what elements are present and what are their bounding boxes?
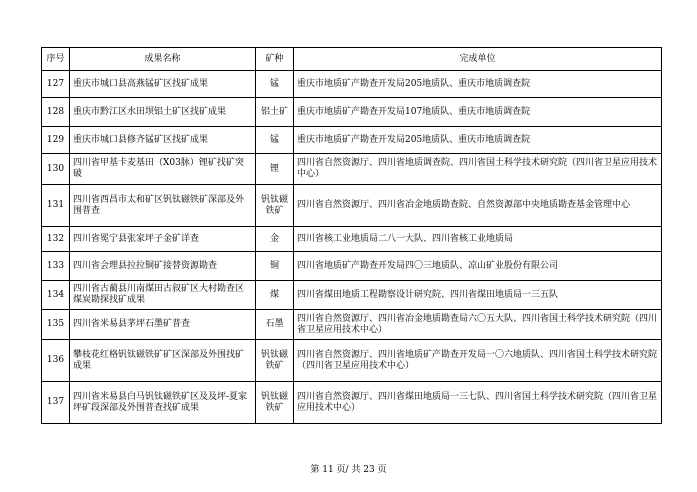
- table-row: [42, 227, 662, 252]
- row-number: 130: [42, 154, 70, 185]
- mineral-type: 金: [256, 227, 294, 252]
- completing-unit: 四川省核工业地质局二八一大队、四川省核工业地质局: [294, 227, 662, 252]
- achievement-name: 四川省会理县拉拉铜矿接替资源勘查: [70, 252, 256, 281]
- completing-unit: 四川省自然资源厅、四川省地质矿产勘查开发局一〇六地质队、四川省国土科学技术研究院（四川省卫星应用技术中心）: [294, 340, 662, 382]
- achievement-name: 四川省冕宁县张家坪子金矿详查: [70, 227, 256, 252]
- table-row: [42, 281, 662, 310]
- header-mineral: 矿种: [256, 48, 294, 71]
- row-number: 133: [42, 252, 70, 281]
- header-achievement-name: 成果名称: [70, 48, 256, 71]
- table-row: [42, 185, 662, 227]
- page-footer: 第 11 页/ 共 23 页: [310, 465, 387, 475]
- header-number: 序号: [42, 48, 70, 71]
- mineral-type: 钒钛磁铁矿: [256, 185, 294, 227]
- completing-unit: 重庆市地质矿产勘查开发局205地质队、重庆市地质调查院: [294, 127, 662, 154]
- awards-table: [41, 47, 662, 424]
- table-row: [42, 154, 662, 185]
- mineral-type: 铝土矿: [256, 98, 294, 127]
- mineral-type: 锂: [256, 154, 294, 185]
- row-number: 131: [42, 185, 70, 227]
- row-number: 136: [42, 340, 70, 382]
- table-row: [42, 382, 662, 424]
- achievement-name: 四川省甲基卡麦基田（X03脉）锂矿找矿突破: [70, 154, 256, 185]
- table-row: [42, 127, 662, 154]
- mineral-type: 锰: [256, 127, 294, 154]
- table-row: [42, 252, 662, 281]
- achievement-name: 四川省米易县茅坪石墨矿普查: [70, 310, 256, 340]
- mineral-type: 铜: [256, 252, 294, 281]
- row-number: 127: [42, 71, 70, 98]
- completing-unit: 四川省地质矿产勘查开发局四〇三地质队、凉山矿业股份有限公司: [294, 252, 662, 281]
- completing-unit: 四川省自然资源厅、四川省煤田地质局一三七队、四川省国土科学技术研究院（四川省卫星应用技术中心）: [294, 382, 662, 424]
- completing-unit: 四川省自然资源厅、四川省地质调查院、四川省国土科学技术研究院（四川省卫星应用技术中心）: [294, 154, 662, 185]
- achievement-name: 四川省古蔺县川南煤田古叙矿区大村勘查区煤炭勘探找矿成果: [70, 281, 256, 310]
- row-number: 132: [42, 227, 70, 252]
- table-row: [42, 98, 662, 127]
- mineral-type: 锰: [256, 71, 294, 98]
- completing-unit: 四川省自然资源厅、四川省冶金地质勘查院、自然资源部中央地质勘查基金管理中心: [294, 185, 662, 227]
- achievement-name: 四川省西昌市太和矿区钒钛磁铁矿深部及外围普查: [70, 185, 256, 227]
- row-number: 128: [42, 98, 70, 127]
- mineral-type: 钒钛磁铁矿: [256, 340, 294, 382]
- mineral-type: 钒钛磁铁矿: [256, 382, 294, 424]
- achievement-name: 重庆市城口县高燕锰矿区找矿成果: [70, 71, 256, 98]
- achievement-name: 重庆市城口县修齐锰矿区找矿成果: [70, 127, 256, 154]
- achievement-name: 攀枝花红格钒钛磁铁矿矿区深部及外围找矿成果: [70, 340, 256, 382]
- achievement-name: 重庆市黔江区水田坝铝土矿区找矿成果: [70, 98, 256, 127]
- table-row: [42, 71, 662, 98]
- row-number: 129: [42, 127, 70, 154]
- completing-unit: 重庆市地质矿产勘查开发局107地质队、重庆市地质调查院: [294, 98, 662, 127]
- table-row: [42, 340, 662, 382]
- completing-unit: 四川省煤田地质工程勘察设计研究院、四川省煤田地质局一三五队: [294, 281, 662, 310]
- row-number: 134: [42, 281, 70, 310]
- table-row: [42, 310, 662, 340]
- mineral-type: 煤: [256, 281, 294, 310]
- table-header-row: [42, 48, 662, 71]
- row-number: 137: [42, 382, 70, 424]
- mineral-type: 石墨: [256, 310, 294, 340]
- completing-unit: 四川省自然资源厅、四川省冶金地质勘查局六〇五大队、四川省国土科学技术研究院（四川省卫星应用技术中心）: [294, 310, 662, 340]
- completing-unit: 重庆市地质矿产勘查开发局205地质队、重庆市地质调查院: [294, 71, 662, 98]
- header-completing-unit: 完成单位: [294, 48, 662, 71]
- achievement-name: 四川省米易县白马钒钛磁铁矿区及及坪-夏家坪矿段深部及外围普查找矿成果: [70, 382, 256, 424]
- row-number: 135: [42, 310, 70, 340]
